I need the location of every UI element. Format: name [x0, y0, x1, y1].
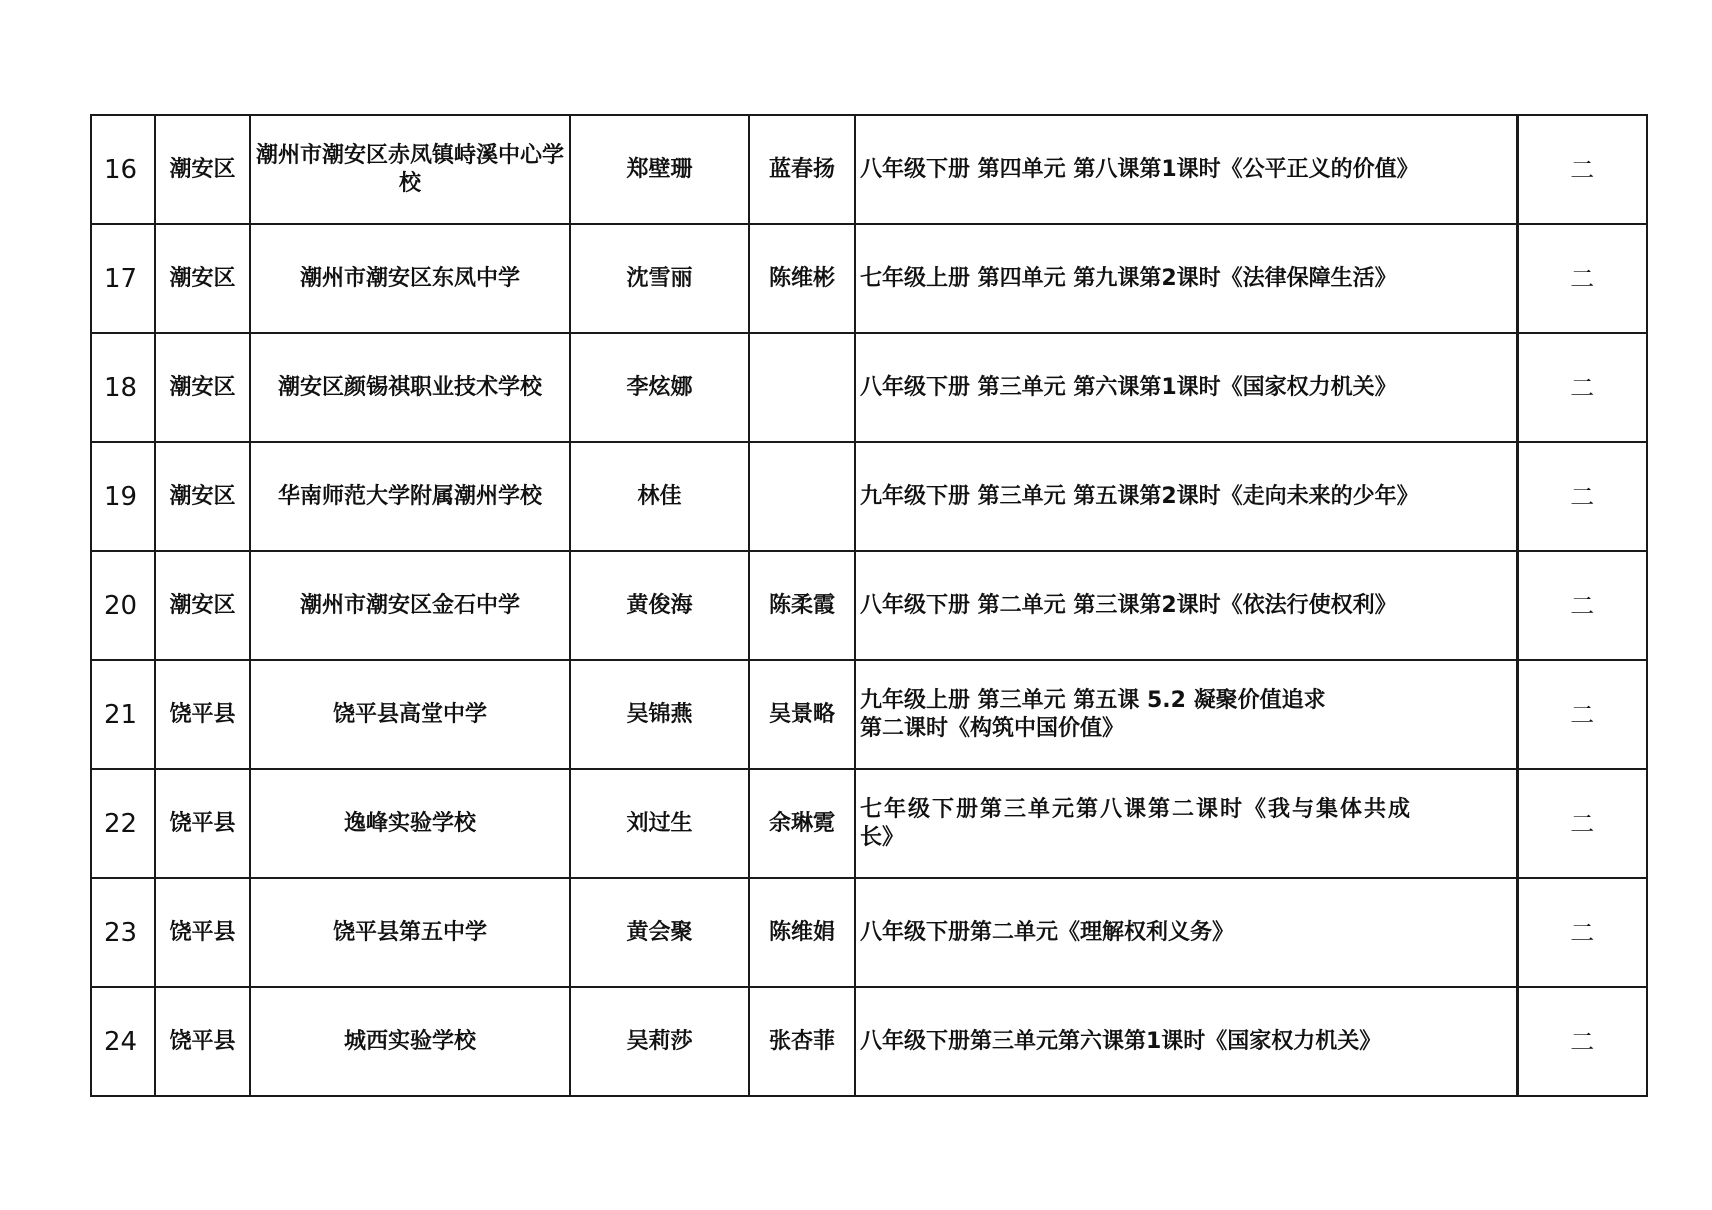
award-grade-cell: 二: [1517, 769, 1647, 878]
lesson-line: 八年级下册第二单元《理解权利义务》: [860, 919, 1235, 945]
second-teacher-cell: 张杏菲: [749, 987, 855, 1096]
table-row: [91, 769, 1647, 878]
table-row: [91, 333, 1647, 442]
school-cell: 潮州市潮安区赤凤镇峙溪中心学校: [250, 115, 570, 224]
lesson-line: 九年级上册 第三单元 第五课 5.2 凝聚价值追求: [860, 687, 1326, 713]
second-teacher-cell: 吴景略: [749, 660, 855, 769]
award-grade-cell: 二: [1517, 660, 1647, 769]
award-grade-cell: 二: [1517, 224, 1647, 333]
second-teacher-cell: 陈维彬: [749, 224, 855, 333]
table-row: [91, 878, 1647, 987]
lesson-line: 八年级下册第三单元第六课第1课时《国家权力机关》: [860, 1028, 1382, 1054]
lesson-cell: [855, 551, 1517, 660]
lesson-cell: [855, 333, 1517, 442]
district-cell: 潮安区: [155, 442, 250, 551]
lesson-line: 九年级下册 第三单元 第五课第2课时《走向未来的少年》: [860, 483, 1419, 509]
school-cell: 饶平县第五中学: [250, 878, 570, 987]
district-cell: 饶平县: [155, 987, 250, 1096]
lesson-line: 八年级下册 第四单元 第八课第1课时《公平正义的价值》: [860, 156, 1419, 182]
lesson-line: 第二课时《构筑中国价值》: [860, 715, 1125, 741]
lesson-cell: [855, 987, 1517, 1096]
award-grade-cell: 二: [1517, 333, 1647, 442]
teacher-cell: 吴锦燕: [570, 660, 749, 769]
lesson-cell: [855, 660, 1517, 769]
lesson-cell: [855, 115, 1517, 224]
school-cell: 潮安区颜锡祺职业技术学校: [250, 333, 570, 442]
award-grade-cell: 二: [1517, 442, 1647, 551]
school-cell: 潮州市潮安区东凤中学: [250, 224, 570, 333]
lesson-line: 长》: [860, 824, 905, 850]
results-table: [90, 114, 1648, 1097]
lesson-line: 七年级下册第三单元第八课第二课时《我与集体共成: [860, 796, 1413, 822]
table-row: [91, 660, 1647, 769]
school-cell: 饶平县高堂中学: [250, 660, 570, 769]
school-cell: 华南师范大学附属潮州学校: [250, 442, 570, 551]
teacher-cell: 沈雪丽: [570, 224, 749, 333]
lesson-cell: [855, 878, 1517, 987]
teacher-cell: 郑壁珊: [570, 115, 749, 224]
teacher-cell: 黄俊海: [570, 551, 749, 660]
lesson-line: 八年级下册 第二单元 第三课第2课时《依法行使权利》: [860, 592, 1397, 618]
second-teacher-cell: [749, 333, 855, 442]
teacher-cell: 李炫娜: [570, 333, 749, 442]
lesson-cell: [855, 224, 1517, 333]
table-row: [91, 442, 1647, 551]
row-number: 19: [91, 442, 155, 551]
teacher-cell: 黄会聚: [570, 878, 749, 987]
table-row: [91, 987, 1647, 1096]
second-teacher-cell: 陈柔霞: [749, 551, 855, 660]
district-cell: 潮安区: [155, 333, 250, 442]
row-number: 16: [91, 115, 155, 224]
school-cell: 潮州市潮安区金石中学: [250, 551, 570, 660]
second-teacher-cell: 余琳霓: [749, 769, 855, 878]
table-row: [91, 224, 1647, 333]
district-cell: 饶平县: [155, 769, 250, 878]
school-cell: 逸峰实验学校: [250, 769, 570, 878]
lesson-cell: [855, 442, 1517, 551]
row-number: 18: [91, 333, 155, 442]
district-cell: 饶平县: [155, 878, 250, 987]
row-number: 20: [91, 551, 155, 660]
district-cell: 饶平县: [155, 660, 250, 769]
lesson-line: 八年级下册 第三单元 第六课第1课时《国家权力机关》: [860, 374, 1397, 400]
award-grade-cell: 二: [1517, 115, 1647, 224]
table-row: [91, 551, 1647, 660]
award-grade-cell: 二: [1517, 878, 1647, 987]
row-number: 23: [91, 878, 155, 987]
district-cell: 潮安区: [155, 551, 250, 660]
table-row: [91, 115, 1647, 224]
lesson-line: 七年级上册 第四单元 第九课第2课时《法律保障生活》: [860, 265, 1397, 291]
row-number: 24: [91, 987, 155, 1096]
teacher-cell: 吴莉莎: [570, 987, 749, 1096]
award-grade-cell: 二: [1517, 551, 1647, 660]
lesson-cell: [855, 769, 1517, 878]
second-teacher-cell: [749, 442, 855, 551]
award-grade-cell: 二: [1517, 987, 1647, 1096]
school-cell: 城西实验学校: [250, 987, 570, 1096]
row-number: 21: [91, 660, 155, 769]
district-cell: 潮安区: [155, 115, 250, 224]
row-number: 17: [91, 224, 155, 333]
teacher-cell: 林佳: [570, 442, 749, 551]
district-cell: 潮安区: [155, 224, 250, 333]
row-number: 22: [91, 769, 155, 878]
second-teacher-cell: 蓝春扬: [749, 115, 855, 224]
second-teacher-cell: 陈维娟: [749, 878, 855, 987]
teacher-cell: 刘过生: [570, 769, 749, 878]
